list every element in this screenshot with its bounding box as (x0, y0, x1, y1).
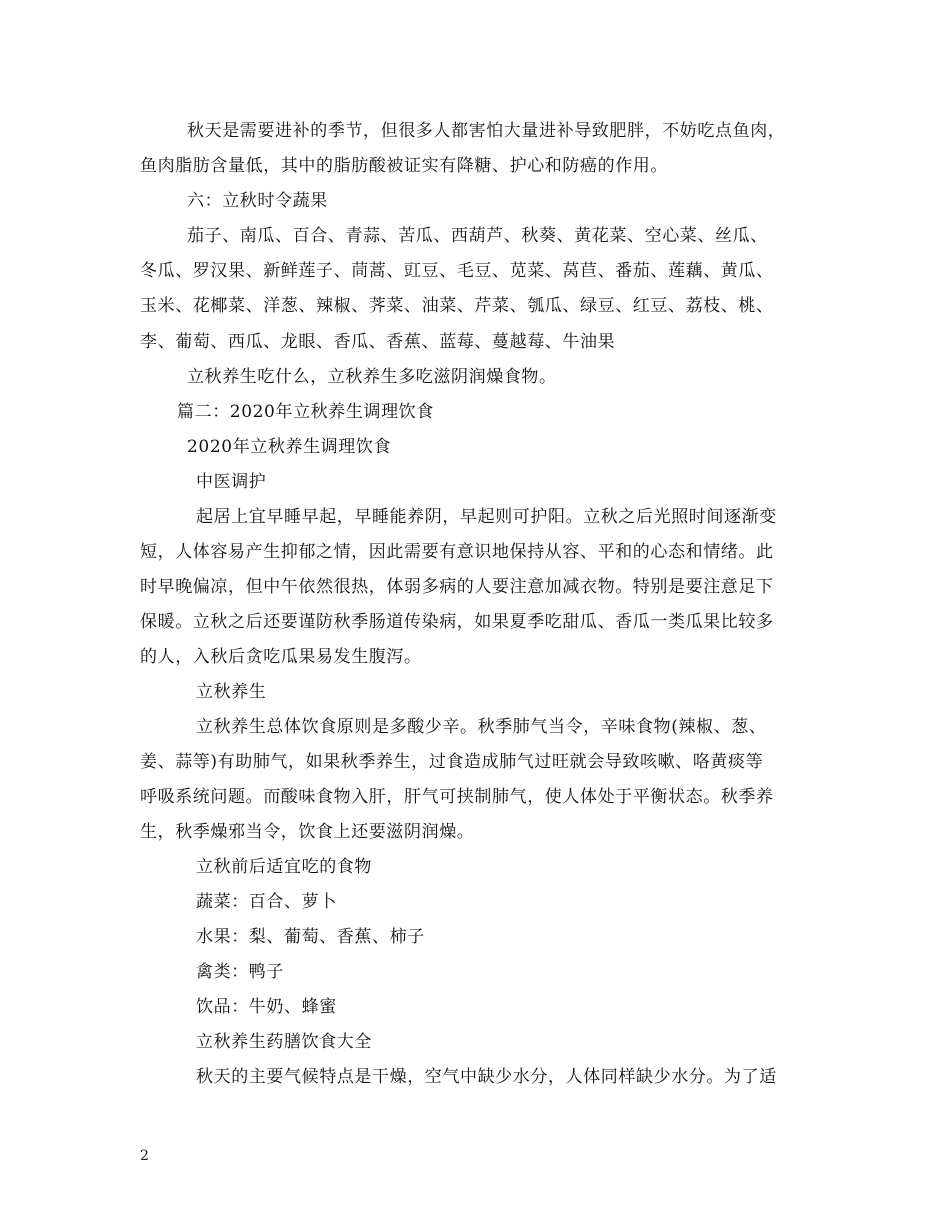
section-heading: 立秋前后适宜吃的食物 (196, 857, 372, 877)
text-line: 生，秋季燥邪当令，饮食上还要滋阴润燥。 (140, 822, 475, 842)
text-line: 的人，入秋后贪吃瓜果易发生腹泻。 (140, 647, 422, 667)
page-number: 2 (140, 1148, 149, 1164)
text-line: 鱼肉脂肪含量低，其中的脂肪酸被证实有降糖、护心和防癌的作用。 (140, 156, 668, 176)
text-line: 保暖。立秋之后还要谨防秋季肠道传染病，如果夏季吃甜瓜、香瓜一类瓜果比较多 (140, 612, 774, 632)
text-line: 立秋养生吃什么，立秋养生多吃滋阴润燥食物。 (187, 367, 557, 387)
text-line: 玉米、花椰菜、洋葱、辣椒、荠菜、油菜、芹菜、瓠瓜、绿豆、红豆、荔枝、桃、 (140, 296, 774, 316)
text-line: 姜、蒜等)有助肺气，如果秋季养生，过食造成肺气过旺就会导致咳嗽、咯黄痰等 (140, 752, 764, 772)
text-line: 水果：梨、葡萄、香蕉、柿子 (196, 927, 425, 947)
text-line: 茄子、南瓜、百合、青蒜、苦瓜、西葫芦、秋葵、黄花菜、空心菜、丝瓜、 (187, 226, 768, 246)
section-heading: 中医调护 (196, 472, 267, 492)
text-line: 短，人体容易产生抑郁之情，因此需要有意识地保持从容、平和的心态和情绪。此 (140, 542, 774, 562)
section-heading: 立秋养生药膳饮食大全 (196, 1032, 372, 1052)
text-line: 饮品：牛奶、蜂蜜 (196, 997, 337, 1017)
text-line: 李、葡萄、西瓜、龙眼、香瓜、香蕉、蓝莓、蔓越莓、牛油果 (140, 332, 616, 352)
text-line: 禽类：鸭子 (196, 962, 284, 982)
text-line: 蔬菜：百合、萝卜 (196, 892, 337, 912)
text-line: 秋天的主要气候特点是干燥，空气中缺少水分，人体同样缺少水分。为了适 (196, 1067, 777, 1087)
text-line: 立秋养生总体饮食原则是多酸少辛。秋季肺气当令，辛味食物(辣椒、葱、 (196, 717, 767, 737)
section-heading: 篇二：2020年立秋养生调理饮食 (177, 402, 434, 422)
section-heading: 2020年立秋养生调理饮食 (187, 437, 392, 457)
text-line: 冬瓜、罗汉果、新鲜莲子、茼蒿、豇豆、毛豆、苋菜、莴苣、番茄、莲藕、黄瓜、 (140, 261, 774, 281)
section-heading: 立秋养生 (196, 682, 267, 702)
section-heading: 六：立秋时令蔬果 (187, 191, 328, 211)
text-line: 秋天是需要进补的季节，但很多人都害怕大量进补导致肥胖，不妨吃点鱼肉， (187, 121, 786, 141)
text-line: 时早晚偏凉，但中午依然很热，体弱多病的人要注意加减衣物。特别是要注意足下 (140, 577, 774, 597)
text-line: 呼吸系统问题。而酸味食物入肝，肝气可挟制肺气，使人体处于平衡状态。秋季养 (140, 787, 774, 807)
text-line: 起居上宜早睡早起，早睡能养阴，早起则可护阳。立秋之后光照时间逐渐变 (196, 507, 777, 527)
